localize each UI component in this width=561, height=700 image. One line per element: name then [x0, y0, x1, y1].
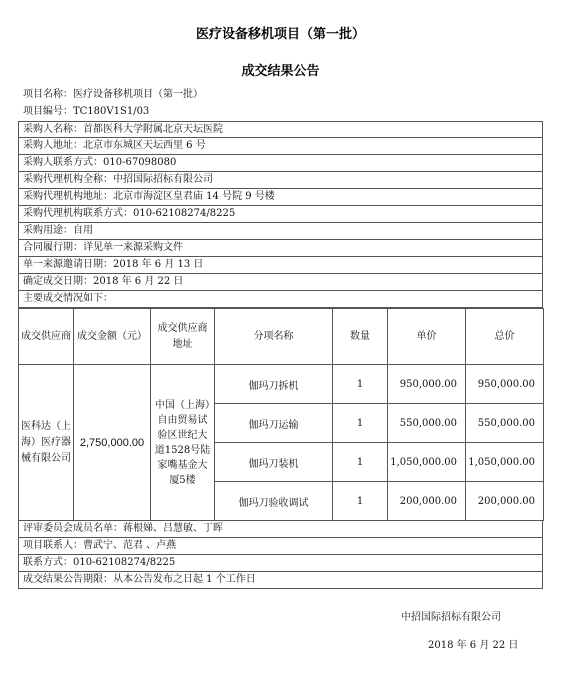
info-row-deal-intro: 主要成交情况如下： — [18, 291, 543, 308]
deal-table-header — [19, 309, 544, 365]
header-supplier: 成交供应商 — [19, 309, 74, 365]
header-total: 总价 — [466, 309, 544, 365]
table-row — [19, 365, 544, 404]
item-name-cell: 伽玛刀装机 — [215, 443, 333, 482]
header-quantity: 数量 — [333, 309, 388, 365]
info-row-deal-date: 确定成交日期：2018 年 6 月 22 日 — [18, 274, 543, 291]
header-unit-price: 单价 — [388, 309, 466, 365]
item-qty-cell: 1 — [333, 482, 388, 521]
item-total-cell: 200,000.00 — [466, 482, 544, 521]
info-row-invite-date: 单一来源邀请日期：2018 年 6 月 13 日 — [18, 257, 543, 274]
item-qty-cell: 1 — [333, 365, 388, 404]
item-unit-price-cell: 200,000.00 — [388, 482, 466, 521]
info-row-agency-contact: 采购代理机构联系方式：010-62108274/8225 — [18, 206, 543, 223]
info-row-contact-person: 项目联系人：曹武宁、范君 、卢燕 — [18, 538, 543, 555]
supplier-cell: 医科达（上海）医疗器械有限公司 — [19, 365, 74, 521]
item-unit-price-cell: 550,000.00 — [388, 404, 466, 443]
header-address: 成交供应商地址 — [151, 309, 215, 365]
header-amount: 成交金额（元） — [74, 309, 151, 365]
footer-organization: 中招国际招标有限公司 — [401, 612, 501, 623]
project-code: 项目编号：TC180V1S1/03 — [23, 106, 150, 117]
info-row-buyer-name: 采购人名称：首都医科大学附属北京天坛医院 — [18, 121, 543, 138]
info-row-agency-address: 采购代理机构地址：北京市海淀区皇君庙 14 号院 9 号楼 — [18, 189, 543, 206]
item-name-cell: 伽玛刀拆机 — [215, 365, 333, 404]
item-unit-price-cell: 950,000.00 — [388, 365, 466, 404]
info-row-buyer-contact: 采购人联系方式：010-67098080 — [18, 155, 543, 172]
document-subtitle: 成交结果公告 — [241, 64, 320, 79]
amount-cell: 2,750,000.00 — [74, 365, 151, 521]
address-cell: 中国（上海）自由贸易试验区世纪大道1528号陆家嘴基金大厦5楼 — [151, 365, 215, 521]
item-qty-cell: 1 — [333, 443, 388, 482]
item-unit-price-cell: 1,050,000.00 — [388, 443, 466, 482]
item-total-cell: 950,000.00 — [466, 365, 544, 404]
info-row-purpose: 采购用途：自用 — [18, 223, 543, 240]
item-name-cell: 伽玛刀验收调试 — [215, 482, 333, 521]
info-row-contact-phone: 联系方式：010-62108274/8225 — [18, 555, 543, 572]
footer-date: 2018 年 6 月 22 日 — [428, 640, 519, 651]
info-row-buyer-address: 采购人地址：北京市东城区天坛西里 6 号 — [18, 138, 543, 155]
deal-table — [18, 308, 544, 521]
item-total-cell: 1,050,000.00 — [466, 443, 544, 482]
info-row-agency-name: 采购代理机构全称：中招国际招标有限公司 — [18, 172, 543, 189]
document-title: 医疗设备移机项目（第一批） — [195, 27, 365, 42]
project-name: 项目名称：医疗设备移机项目（第一批） — [23, 89, 203, 100]
item-total-cell: 550,000.00 — [466, 404, 544, 443]
info-row-committee: 评审委员会成员名单：蒋根娣、吕慧敏、丁晖 — [18, 521, 543, 538]
item-name-cell: 伽玛刀运输 — [215, 404, 333, 443]
header-item-name: 分项名称 — [215, 309, 333, 365]
announcement-table — [18, 121, 543, 589]
info-row-notice-period: 成交结果公告期限：从本公告发布之日起 1 个工作日 — [18, 572, 543, 589]
item-qty-cell: 1 — [333, 404, 388, 443]
info-row-contract-period: 合同履行期：详见单一来源采购文件 — [18, 240, 543, 257]
